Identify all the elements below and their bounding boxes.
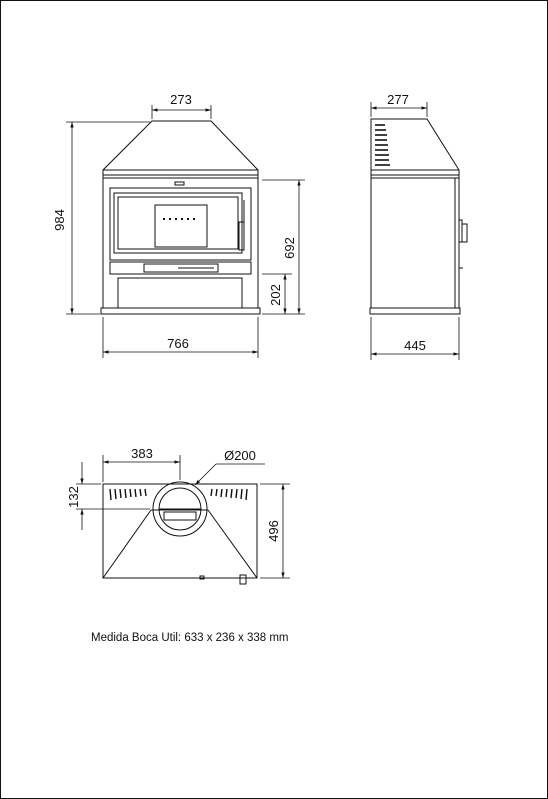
- front-plinth: [101, 308, 260, 314]
- top-outline: [103, 484, 257, 578]
- top-vents: [110, 489, 247, 500]
- dim-front-width-top: 273: [170, 92, 192, 107]
- dim-side-depth-top: 277: [387, 92, 409, 107]
- front-view: [101, 121, 260, 314]
- page-border: [1, 1, 548, 799]
- dim-front-height-mid: 692: [282, 237, 297, 259]
- dim-side-depth-total: 445: [404, 338, 426, 353]
- front-air-dots: [163, 218, 195, 220]
- dim-front-width-total: 766: [167, 336, 189, 351]
- side-view: [370, 119, 467, 314]
- top-knob: [240, 575, 246, 584]
- dim-top-offset: 383: [131, 446, 153, 461]
- side-vents: [375, 125, 390, 165]
- useful-mouth-note: Medida Boca Util: 633 x 236 x 338 mm: [91, 632, 289, 644]
- dim-top-flue-offset: 132: [66, 486, 81, 508]
- front-hood: [103, 121, 258, 178]
- top-dimensions: [76, 455, 290, 578]
- front-dimensions: [66, 105, 305, 358]
- dim-top-depth: 496: [266, 520, 281, 542]
- dim-front-height-total: 984: [52, 209, 67, 231]
- side-hood: [371, 119, 459, 178]
- front-base: [118, 278, 242, 308]
- side-plinth: [370, 308, 460, 314]
- dim-top-flue-diameter: Ø200: [224, 448, 256, 463]
- side-body: [371, 178, 459, 308]
- dim-front-height-base: 202: [268, 284, 283, 306]
